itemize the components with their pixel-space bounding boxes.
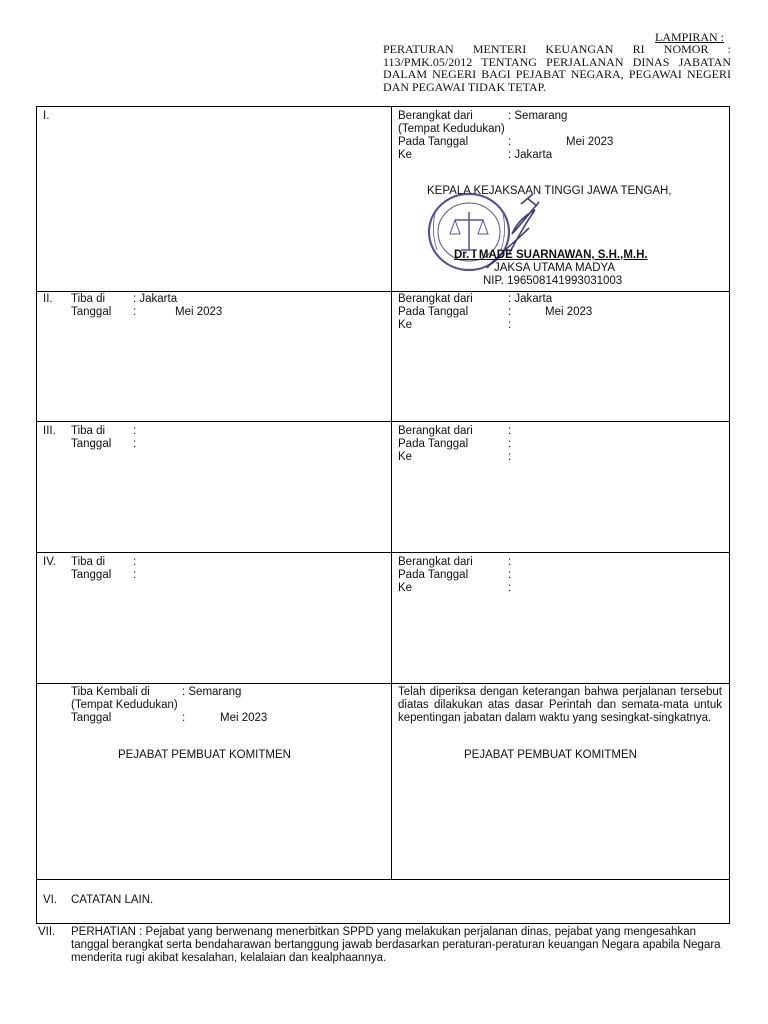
arrival-at-label: Tiba di: [71, 556, 106, 568]
return-arrival-label: Tiba Kembali di: [71, 686, 150, 698]
column-divider: [391, 107, 392, 880]
destination-label: Ke: [398, 149, 413, 161]
verification-statement: Telah diperiksa dengan keterangan bahwa perjalanan tersebut diatas dilakukan atas dasar Perintah dan semata-mata untuk kepentingan jabatan dalam waktu yang sesingkat-singkatnya.: [398, 686, 722, 724]
departure-date-value: Mei 2023: [545, 306, 593, 318]
arrival-at-value: : Jakarta: [133, 293, 178, 305]
date-label: Tanggal: [71, 438, 112, 450]
colon: :: [508, 438, 512, 450]
arrival-at-label: Tiba di: [71, 425, 106, 437]
section-number: VII.: [38, 926, 56, 938]
departure-date-label: Pada Tanggal: [398, 136, 469, 148]
row-divider: [37, 291, 729, 292]
row-divider: [37, 421, 729, 422]
section-number: II.: [43, 293, 53, 305]
section-number: VI.: [43, 894, 58, 906]
colon: :: [508, 451, 512, 463]
colon: :: [133, 306, 137, 318]
row-divider: [37, 552, 729, 553]
colon: :: [508, 319, 512, 331]
colon: :: [133, 425, 137, 437]
departure-date-label: Pada Tanggal: [398, 306, 469, 318]
commitment-official-left: PEJABAT PEMBUAT KOMITMEN: [118, 749, 291, 761]
departure-from-label: Berangkat dari: [398, 425, 473, 437]
colon: :: [508, 582, 512, 594]
section-number: IV.: [43, 556, 57, 568]
date-value: Mei 2023: [175, 306, 223, 318]
section-number: I.: [43, 110, 50, 122]
domicile-note: (Tempat Kedudukan): [398, 123, 505, 135]
colon: :: [508, 306, 512, 318]
destination-label: Ke: [398, 319, 413, 331]
date-label: Tanggal: [71, 712, 112, 724]
departure-from-label: Berangkat dari: [398, 110, 473, 122]
domicile-note: (Tempat Kedudukan): [71, 699, 178, 711]
destination-label: Ke: [398, 451, 413, 463]
departure-from-label: Berangkat dari: [398, 293, 473, 305]
colon: :: [133, 569, 137, 581]
destination-label: Ke: [398, 582, 413, 594]
arrival-at-label: Tiba di: [71, 293, 106, 305]
departure-date-label: Pada Tanggal: [398, 438, 469, 450]
other-notes-label: CATATAN LAIN.: [71, 894, 154, 906]
official-rank: JAKSA UTAMA MADYA: [494, 262, 615, 274]
departure-from-value: : Semarang: [508, 110, 568, 122]
colon: :: [508, 556, 512, 568]
date-value: Mei 2023: [220, 712, 268, 724]
lampiran-label: LAMPIRAN :: [655, 30, 725, 44]
commitment-official-right: PEJABAT PEMBUAT KOMITMEN: [464, 749, 637, 761]
colon: :: [182, 712, 186, 724]
row-divider: [37, 683, 729, 684]
destination-value: : Jakarta: [508, 149, 553, 161]
official-title: KEPALA KEJAKSAAN TINGGI JAWA TENGAH,: [427, 185, 672, 197]
colon: :: [508, 136, 512, 148]
attention-notice: PERHATIAN : Pejabat yang berwenang menerbitkan SPPD yang melakukan perjalanan dinas, pejabat yang mengesahkan tanggal berangkat serta bendaharawan bertanggung jawab berdasarkan peraturan-peraturan keuangan Negara apabila Negara menderita rugi akibat kesalahan, kelalaian dan kealphaannya.: [71, 926, 721, 964]
departure-date-value: Mei 2023: [566, 136, 614, 148]
colon: :: [133, 438, 137, 450]
departure-from-label: Berangkat dari: [398, 556, 473, 568]
return-arrival-value: : Semarang: [182, 686, 242, 698]
row-divider: [37, 879, 729, 880]
travel-record-table: [36, 106, 730, 924]
official-nip: NIP. 196508141993031003: [483, 275, 623, 287]
colon: :: [508, 425, 512, 437]
section-number: III.: [43, 425, 56, 437]
date-label: Tanggal: [71, 306, 112, 318]
official-name: Dr. I MADE SUARNAWAN, S.H.,M.H.: [454, 249, 648, 261]
departure-from-value: : Jakarta: [508, 293, 553, 305]
date-label: Tanggal: [71, 569, 112, 581]
regulation-reference: PERATURAN MENTERI KEUANGAN RI NOMOR : 113/PMK.05/2012 TENTANG PERJALANAN DINAS JABATAN DALAM NEGERI BAGI PEJABAT NEGARA, PEGAWAI NEGERI DAN PEGAWAI TIDAK TETAP.: [383, 42, 731, 94]
colon: :: [508, 569, 512, 581]
departure-date-label: Pada Tanggal: [398, 569, 469, 581]
colon: :: [133, 556, 137, 568]
